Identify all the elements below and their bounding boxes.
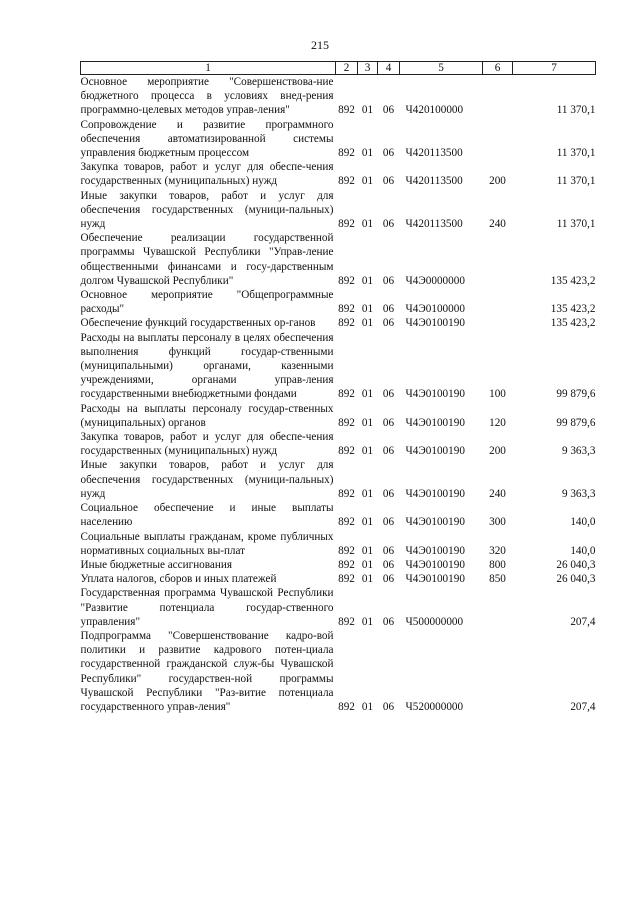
target-article-code: Ч4Э0100190 (405, 445, 465, 458)
row-name: Подпрограмма "Совершенствование кадро-вой политики и развитие кадрового потен-циала государственной гражданской служ-бы Чувашской Республики" государствен-ной программы Чувашской Республики "Раз-витие потенциала государственного управ-ления" (80, 629, 334, 713)
amount-value: 135 423,2 (550, 317, 596, 330)
subsection-code: 06 (382, 573, 395, 586)
row-name: Основное мероприятие "Совершенствова-ние бюджетного процесса в условиях внед-рения программно-целевых методов управ-ления" (80, 76, 334, 117)
amount-value: 11 370,1 (556, 218, 596, 231)
expense-type-code (483, 288, 513, 316)
table-row (81, 458, 596, 501)
expense-type-code (483, 75, 513, 118)
subsection-code: 06 (382, 416, 395, 429)
amount-value: 11 370,1 (556, 104, 596, 117)
section-code: 01 (361, 388, 374, 401)
amount-value: 11 370,1 (556, 175, 596, 188)
row-name: Иные закупки товаров, работ и услуг для обеспечения государственных (муници-пальных) нужд (80, 189, 334, 231)
section-code: 01 (361, 558, 374, 571)
table-row (81, 629, 596, 714)
expense-type-code: 100 (489, 388, 506, 401)
expense-type-code: 300 (489, 516, 506, 529)
table-row (81, 402, 596, 430)
target-article-code: Ч4Э0100190 (405, 573, 465, 586)
column-header: 7 (513, 62, 596, 75)
section-code: 01 (361, 218, 374, 231)
subsection-code: 06 (382, 317, 395, 330)
ministry-code: 892 (338, 317, 355, 330)
table-row (81, 118, 596, 161)
table-row (81, 160, 596, 188)
row-name: Уплата налогов, сборов и иных платежей (80, 573, 277, 586)
ministry-code: 892 (338, 274, 355, 287)
ministry-code: 892 (338, 445, 355, 458)
ministry-code: 892 (338, 573, 355, 586)
section-code: 01 (361, 104, 374, 117)
column-header: 2 (336, 62, 358, 75)
table-row (81, 430, 596, 458)
ministry-code: 892 (338, 416, 355, 429)
section-code: 01 (361, 445, 374, 458)
ministry-code: 892 (338, 615, 355, 628)
expense-type-code: 200 (489, 445, 506, 458)
section-code: 01 (361, 175, 374, 188)
table-row (81, 288, 596, 316)
subsection-code: 06 (382, 104, 395, 117)
target-article-code: Ч420113500 (405, 147, 463, 160)
row-name: Иные бюджетные ассигнования (80, 558, 232, 571)
target-article-code: Ч4Э0100190 (405, 416, 465, 429)
expense-type-code: 240 (489, 218, 506, 231)
table-row (81, 572, 596, 586)
amount-value: 140,0 (570, 544, 596, 557)
table-row (81, 316, 596, 330)
amount-value: 11 370,1 (556, 147, 596, 160)
subsection-code: 06 (382, 175, 395, 188)
section-code: 01 (361, 487, 374, 500)
table-row (81, 501, 596, 529)
expense-type-code (483, 231, 513, 288)
row-name: Обеспечение функций государственных ор-ганов (80, 317, 316, 330)
target-article-code: Ч4Э0100190 (405, 388, 465, 401)
row-name: Иные закупки товаров, работ и услуг для обеспечения государственных (муници-пальных) нужд (80, 459, 334, 500)
amount-value: 99 879,6 (556, 388, 596, 401)
amount-value: 135 423,2 (550, 274, 596, 287)
header-row (81, 62, 596, 75)
section-code: 01 (361, 317, 374, 330)
ministry-code: 892 (338, 516, 355, 529)
row-name: Расходы на выплаты персоналу в целях обеспечения выполнения функций государ-ственными (муниципальными) органами, казенными учреждениями, органами управ-ления государственными внебюджетными фондами (80, 331, 334, 401)
expense-type-code (483, 118, 513, 161)
row-name: Социальное обеспечение и иные выплаты населению (80, 502, 334, 529)
ministry-code: 892 (338, 544, 355, 557)
target-article-code: Ч4Э0100190 (405, 558, 465, 571)
subsection-code: 06 (382, 147, 395, 160)
subsection-code: 06 (382, 303, 395, 316)
subsection-code: 06 (382, 558, 395, 571)
expense-type-code: 120 (489, 416, 506, 429)
amount-value: 140,0 (570, 516, 596, 529)
row-name: Государственная программа Чувашской Республики "Развитие потенциала государ-ственного управления" (80, 587, 334, 628)
row-name: Обеспечение реализации государственной программы Чувашской Республики "Управ-ление общественными финансами и госу-дарственным долгом Чувашской Республики" (80, 232, 334, 287)
ministry-code: 892 (338, 388, 355, 401)
target-article-code: Ч4Э0100190 (405, 317, 465, 330)
target-article-code: Ч500000000 (405, 615, 464, 628)
ministry-code: 892 (338, 700, 355, 713)
row-name: Основное мероприятие "Общепрограммные расходы" (80, 289, 334, 316)
amount-value: 99 879,6 (556, 416, 596, 429)
target-article-code: Ч4Э0100190 (405, 487, 465, 500)
expense-type-code: 320 (489, 544, 506, 557)
amount-value: 26 040,3 (556, 573, 596, 586)
target-article-code: Ч520000000 (405, 700, 464, 713)
section-code: 01 (361, 274, 374, 287)
table-row (81, 558, 596, 572)
target-article-code: Ч4Э0100190 (405, 544, 465, 557)
table-row (81, 189, 596, 232)
row-name: Расходы на выплаты персоналу государ-ственных (муниципальных) органов (80, 402, 334, 429)
table-row (81, 586, 596, 629)
target-article-code: Ч420100000 (405, 104, 464, 117)
section-code: 01 (361, 147, 374, 160)
expense-type-code: 200 (489, 175, 506, 188)
amount-value: 135 423,2 (550, 303, 596, 316)
ministry-code: 892 (338, 218, 355, 231)
column-header: 3 (358, 62, 378, 75)
expense-type-code (483, 629, 513, 714)
target-article-code: Ч420113500 (405, 175, 463, 188)
ministry-code: 892 (338, 175, 355, 188)
amount-value: 207,4 (570, 700, 596, 713)
row-name: Сопровождение и развитие программного обеспечения автоматизированной системы управления бюджетным процессом (80, 118, 334, 160)
budget-table (80, 61, 596, 714)
subsection-code: 06 (382, 544, 395, 557)
table-row (81, 331, 596, 402)
column-header: 5 (400, 62, 483, 75)
expense-type-code: 240 (489, 487, 506, 500)
table-row (81, 75, 596, 118)
subsection-code: 06 (382, 445, 395, 458)
target-article-code: Ч4Э0100190 (405, 516, 465, 529)
amount-value: 9 363,3 (561, 445, 596, 458)
target-article-code: Ч4Э0000000 (405, 274, 465, 287)
amount-value: 207,4 (570, 615, 596, 628)
ministry-code: 892 (338, 303, 355, 316)
subsection-code: 06 (382, 388, 395, 401)
page-number: 215 (311, 38, 329, 52)
subsection-code: 06 (382, 516, 395, 529)
subsection-code: 06 (382, 218, 395, 231)
row-name: Закупка товаров, работ и услуг для обеспе-чения государственных (муниципальных) нужд (80, 431, 334, 458)
subsection-code: 06 (382, 487, 395, 500)
subsection-code: 06 (382, 700, 395, 713)
subsection-code: 06 (382, 274, 395, 287)
row-name: Закупка товаров, работ и услуг для обеспе-чения государственных (муниципальных) нужд (80, 161, 334, 188)
target-article-code: Ч4Э0100000 (405, 303, 465, 316)
ministry-code: 892 (338, 147, 355, 160)
section-code: 01 (361, 516, 374, 529)
expense-type-code (483, 316, 513, 330)
target-article-code: Ч420113500 (405, 218, 463, 231)
section-code: 01 (361, 303, 374, 316)
expense-type-code: 800 (489, 558, 506, 571)
section-code: 01 (361, 416, 374, 429)
column-header: 4 (378, 62, 400, 75)
amount-value: 9 363,3 (561, 487, 596, 500)
section-code: 01 (361, 544, 374, 557)
ministry-code: 892 (338, 487, 355, 500)
ministry-code: 892 (338, 558, 355, 571)
table-row (81, 231, 596, 288)
column-header: 1 (81, 62, 336, 75)
table-row (81, 530, 596, 558)
section-code: 01 (361, 700, 374, 713)
expense-type-code (483, 586, 513, 629)
subsection-code: 06 (382, 615, 395, 628)
section-code: 01 (361, 573, 374, 586)
section-code: 01 (361, 615, 374, 628)
expense-type-code: 850 (489, 573, 506, 586)
column-header: 6 (483, 62, 513, 75)
ministry-code: 892 (338, 104, 355, 117)
amount-value: 26 040,3 (556, 558, 596, 571)
row-name: Социальные выплаты гражданам, кроме публичных нормативных социальных вы-плат (80, 530, 334, 557)
